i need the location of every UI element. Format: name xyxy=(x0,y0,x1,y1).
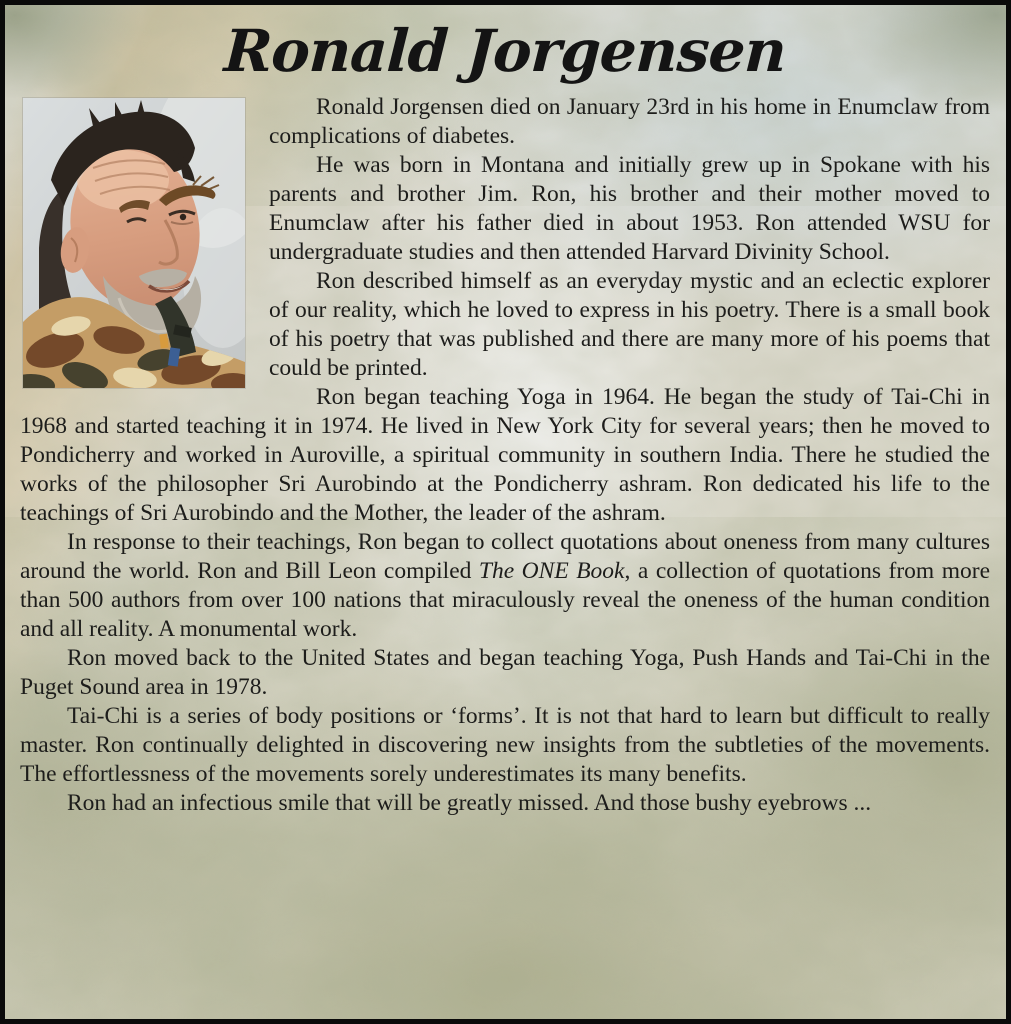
paragraph-return-us: Ron moved back to the United States and began teaching Yoga, Push Hands and Tai-Chi in the Puget Sound area in 1978. xyxy=(20,645,990,701)
paragraph-teaching-india: Ron began teaching Yoga in 1964. He began the study of Tai-Chi in 1968 and started teaching it in 1974. He lived in New York City for several years; then he moved to Pondicherry and worked in Auroville, a spiritual community in southern India. There he studied the works of the philosopher Sri Aurobindo at the Pondicherry ashram. Ron dedicated his life to the teachings of Sri Aurobindo and the Mother, the leader of the ashram. xyxy=(20,384,990,527)
obituary-content xyxy=(5,5,1006,818)
paragraph-mystic-poetry: Ron described himself as an everyday mystic and an eclectic explorer of our reality, which he loved to express in his poetry. There is a small book of his poetry that was published and there are many more of his poems that could be printed. xyxy=(269,268,990,382)
page-title: Ronald Jorgensen xyxy=(222,17,788,85)
portrait-photo xyxy=(23,98,245,388)
one-book-text-before: In response to their teachings, Ron began to collect quotations about oneness from many cultures around the world. Ron and Bill Leon compiled xyxy=(20,529,990,585)
obituary-body xyxy=(20,93,990,818)
paragraph-intro: Ronald Jorgensen died on January 23rd in his home in Enumclaw from complications of diabetes. xyxy=(269,94,990,150)
paragraph-closing: Ron had an infectious smile that will be greatly missed. And those bushy eyebrows ... xyxy=(67,790,872,817)
paragraph-tai-chi: Tai-Chi is a series of body positions or ‘forms’. It is not that hard to learn but difficult to really master. Ron continually delighted in discovering new insights from the subtleties of the movements. The effortlessness of the movements sorely underestimates its many benefits. xyxy=(20,703,990,788)
book-title: The ONE Book xyxy=(478,558,625,585)
paragraph-early-life: He was born in Montana and initially grew up in Spokane with his parents and brother Jim. Ron, his brother and their mother moved to Enumclaw after his father died in about 1953. Ron attended WSU for undergraduate studies and then attended Harvard Divinity School. xyxy=(269,152,990,266)
paragraph-one-book xyxy=(20,528,990,644)
one-book-text-after: , a collection of quotations from more than 500 authors from over 100 nations that miraculously reveal the oneness of the human condition and all reality. A monumental work. xyxy=(20,558,991,643)
portrait-illustration xyxy=(23,98,245,388)
